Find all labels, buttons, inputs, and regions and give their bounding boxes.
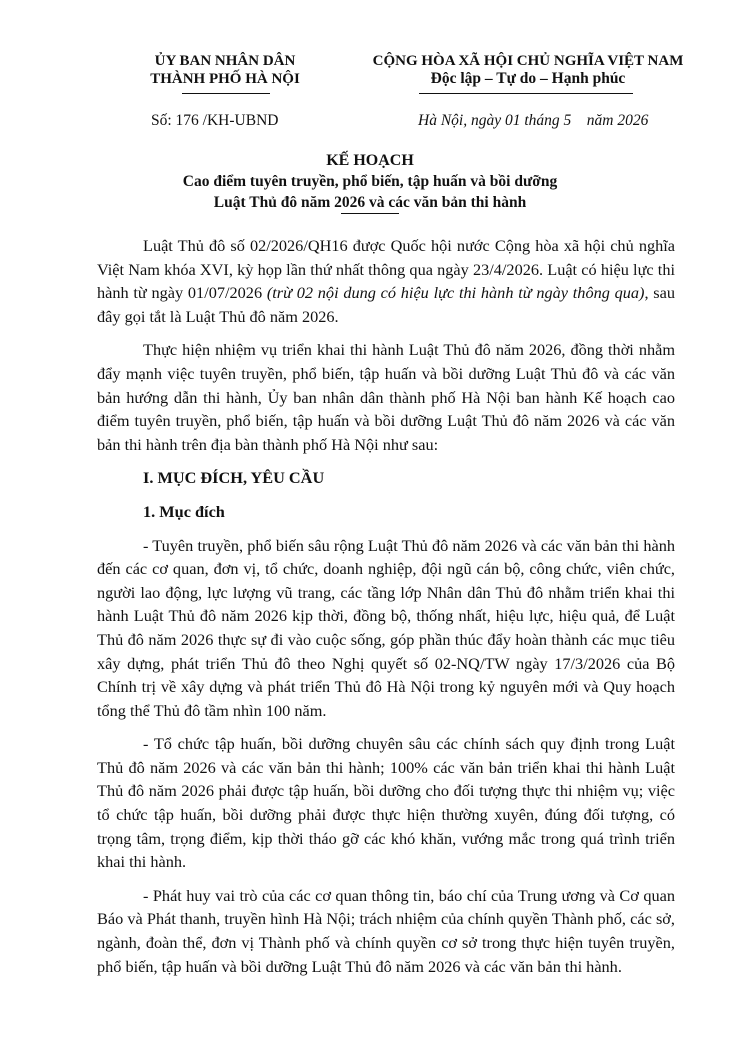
title-main: KẾ HOẠCH xyxy=(326,152,414,169)
bullet-item-3: - Phát huy vai trò của các cơ quan thông tin, báo chí của Trung ương và Cơ quan Báo và Phát thanh, truyền hình Hà Nội; trách nhiệm của chính quyền Thành phố, các sở, ngành, đoàn thể, đơn vị Thành phố và chính quyền cơ sở trong thực hiện tuyên truyền, phổ biến, tập huấn và bồi dưỡng Luật Thủ đô năm 2026 và các văn bản thi hành. xyxy=(97,885,675,976)
org-line-2: THÀNH PHỐ HÀ NỘI xyxy=(150,71,300,87)
paragraph-intro: Luật Thủ đô số 02/2026/QH16 được Quốc hội nước Cộng hòa xã hội chủ nghĩa Việt Nam khóa XVI, kỳ họp lần thứ nhất thông qua ngày 23/4/2026. Luật có hiệu lực thi hành từ ngày 01/07/2026 (trừ 02 nội dung có hiệu lực thi hành từ ngày thông qua), sau đây gọi tắt là Luật Thủ đô năm 2026. xyxy=(97,236,675,326)
bullet-item-1: - Tuyên truyền, phổ biến sâu rộng Luật Thủ đô năm 2026 và các văn bản thi hành đến các cơ quan, đơn vị, tổ chức, doanh nghiệp, đội ngũ cán bộ, công chức, viên chức, người lao động, lực lượng vũ trang, các tầng lớp Nhân dân Thủ đô nhằm triển khai thi hành Luật Thủ đô năm 2026 kịp thời, đồng bộ, thống nhất, hiệu lực, hiệu quả, để Luật Thủ đô năm 2026 thực sự đi vào cuộc sống, góp phần thúc đẩy hoàn thành các mục tiêu xây dựng, phát triển Thủ đô theo Nghị quyết số 02-NQ/TW ngày 17/3/2026 của Bộ Chính trị về xây dựng và phát triển Thủ đô Hà Nội trong kỷ nguyên mới và Quy hoạch tổng thể Thủ đô tầm nhìn 100 năm. xyxy=(97,535,675,720)
motto-underline xyxy=(419,93,633,94)
document-date: Hà Nội, ngày 01 tháng 5 năm 2026 xyxy=(418,112,649,129)
title-line-1: Cao điểm tuyên truyền, phổ biến, tập huấn và bồi dưỡng xyxy=(182,173,558,190)
title-underline xyxy=(341,213,399,214)
nation-motto: Độc lập – Tự do – Hạnh phúc xyxy=(430,70,626,87)
document-title xyxy=(100,150,640,213)
subsection-heading: 1. Mục đích xyxy=(143,501,225,521)
issuing-authority xyxy=(110,52,340,88)
national-heading xyxy=(348,52,708,88)
document-number: Số: 176 /KH-UBND xyxy=(151,112,279,129)
section-heading: I. MỤC ĐÍCH, YÊU CẦU xyxy=(143,468,325,488)
title-line-2: Luật Thủ đô năm 2026 và các văn bản thi hành xyxy=(213,194,527,211)
org-line-1: ỦY BAN NHÂN DÂN xyxy=(154,53,296,69)
document-body xyxy=(97,234,675,988)
italic-note: (trừ 02 nội dung có hiệu lực thi hành từ ngày thông qua) xyxy=(266,283,645,303)
nation-line-1: CỘNG HÒA XÃ HỘI CHỦ NGHĨA VIỆT NAM xyxy=(372,53,684,69)
paragraph-purpose: Thực hiện nhiệm vụ triển khai thi hành Luật Thủ đô năm 2026, đồng thời nhằm đẩy mạnh việc tuyên truyền, phổ biến, tập huấn và bồi dưỡng Luật Thủ đô và các văn bản hướng dẫn thi hành, Ủy ban nhân dân thành phố Hà Nội ban hành Kế hoạch cao điểm tuyên truyền, phổ biến, tập huấn và bồi dưỡng Luật Thủ đô năm 2026 và các văn bản thi hành trên địa bàn thành phố Hà Nội như sau: xyxy=(97,340,675,454)
authority-underline xyxy=(182,93,270,94)
bullet-item-2: - Tổ chức tập huấn, bồi dưỡng chuyên sâu các chính sách quy định trong Luật Thủ đô năm 2026 và các văn bản thi hành; 100% các văn bản triển khai thi hành Luật Thủ đô năm 2026 phải được tập huấn, bồi dưỡng cho đối tượng thực thi nhiệm vụ; việc tổ chức tập huấn, bồi dưỡng phải được thực hiện thường xuyên, đúng đối tượng, có trọng tâm, trọng điểm, kịp thời tháo gỡ các khó khăn, vướng mắc trong quá trình triển khai thi hành. xyxy=(97,734,675,872)
